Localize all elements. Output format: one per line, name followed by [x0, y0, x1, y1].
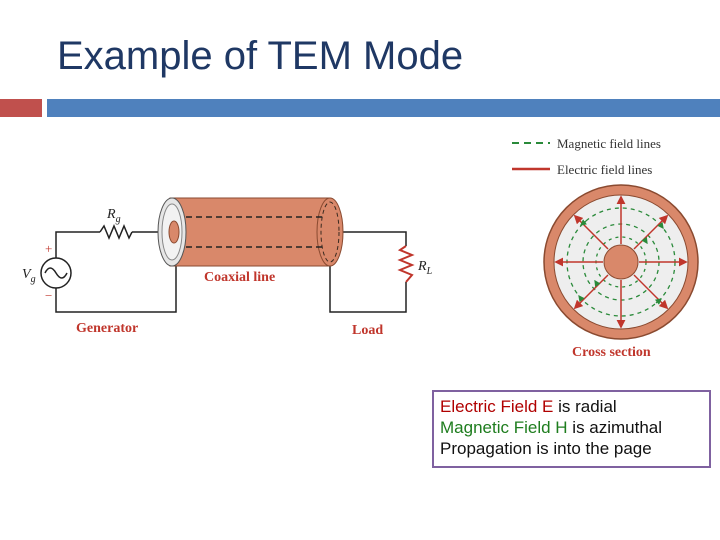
- note-line-magnetic: Magnetic Field H is azimuthal: [440, 418, 663, 437]
- plus-sign: +: [45, 241, 53, 256]
- field-description-box: [432, 390, 711, 468]
- rg-label: $R_g$: [107, 207, 121, 225]
- legend: [512, 136, 661, 177]
- accent-bar-red: [0, 99, 42, 117]
- cross-section-label: Cross section: [572, 345, 651, 360]
- legend-magnetic-label: Magnetic field lines: [557, 136, 661, 151]
- coaxial-line-label: Coaxial line: [204, 270, 276, 285]
- coaxial-cable: [158, 198, 343, 266]
- load-label: Load: [352, 323, 384, 338]
- tem-mode-diagram: [0, 120, 720, 370]
- magnetic-field-text: Magnetic Field H: [440, 418, 568, 437]
- vg-label: $V_g$: [22, 267, 36, 285]
- slide-title: Example of TEM Mode: [57, 34, 464, 78]
- generator-resistor: [100, 226, 132, 238]
- electric-field-text: Electric Field E: [440, 397, 554, 416]
- rl-label: $R_L$: [418, 259, 433, 277]
- generator-label: Generator: [76, 321, 139, 336]
- load-resistor: [400, 246, 412, 282]
- note-line-propagation: Propagation is into the page: [440, 439, 652, 458]
- legend-electric-label: Electric field lines: [557, 162, 653, 177]
- accent-bar-blue: [47, 99, 720, 117]
- note-line-electric: Electric Field E is radial: [440, 397, 617, 416]
- cross-section: [544, 185, 698, 339]
- minus-sign: −: [45, 288, 53, 303]
